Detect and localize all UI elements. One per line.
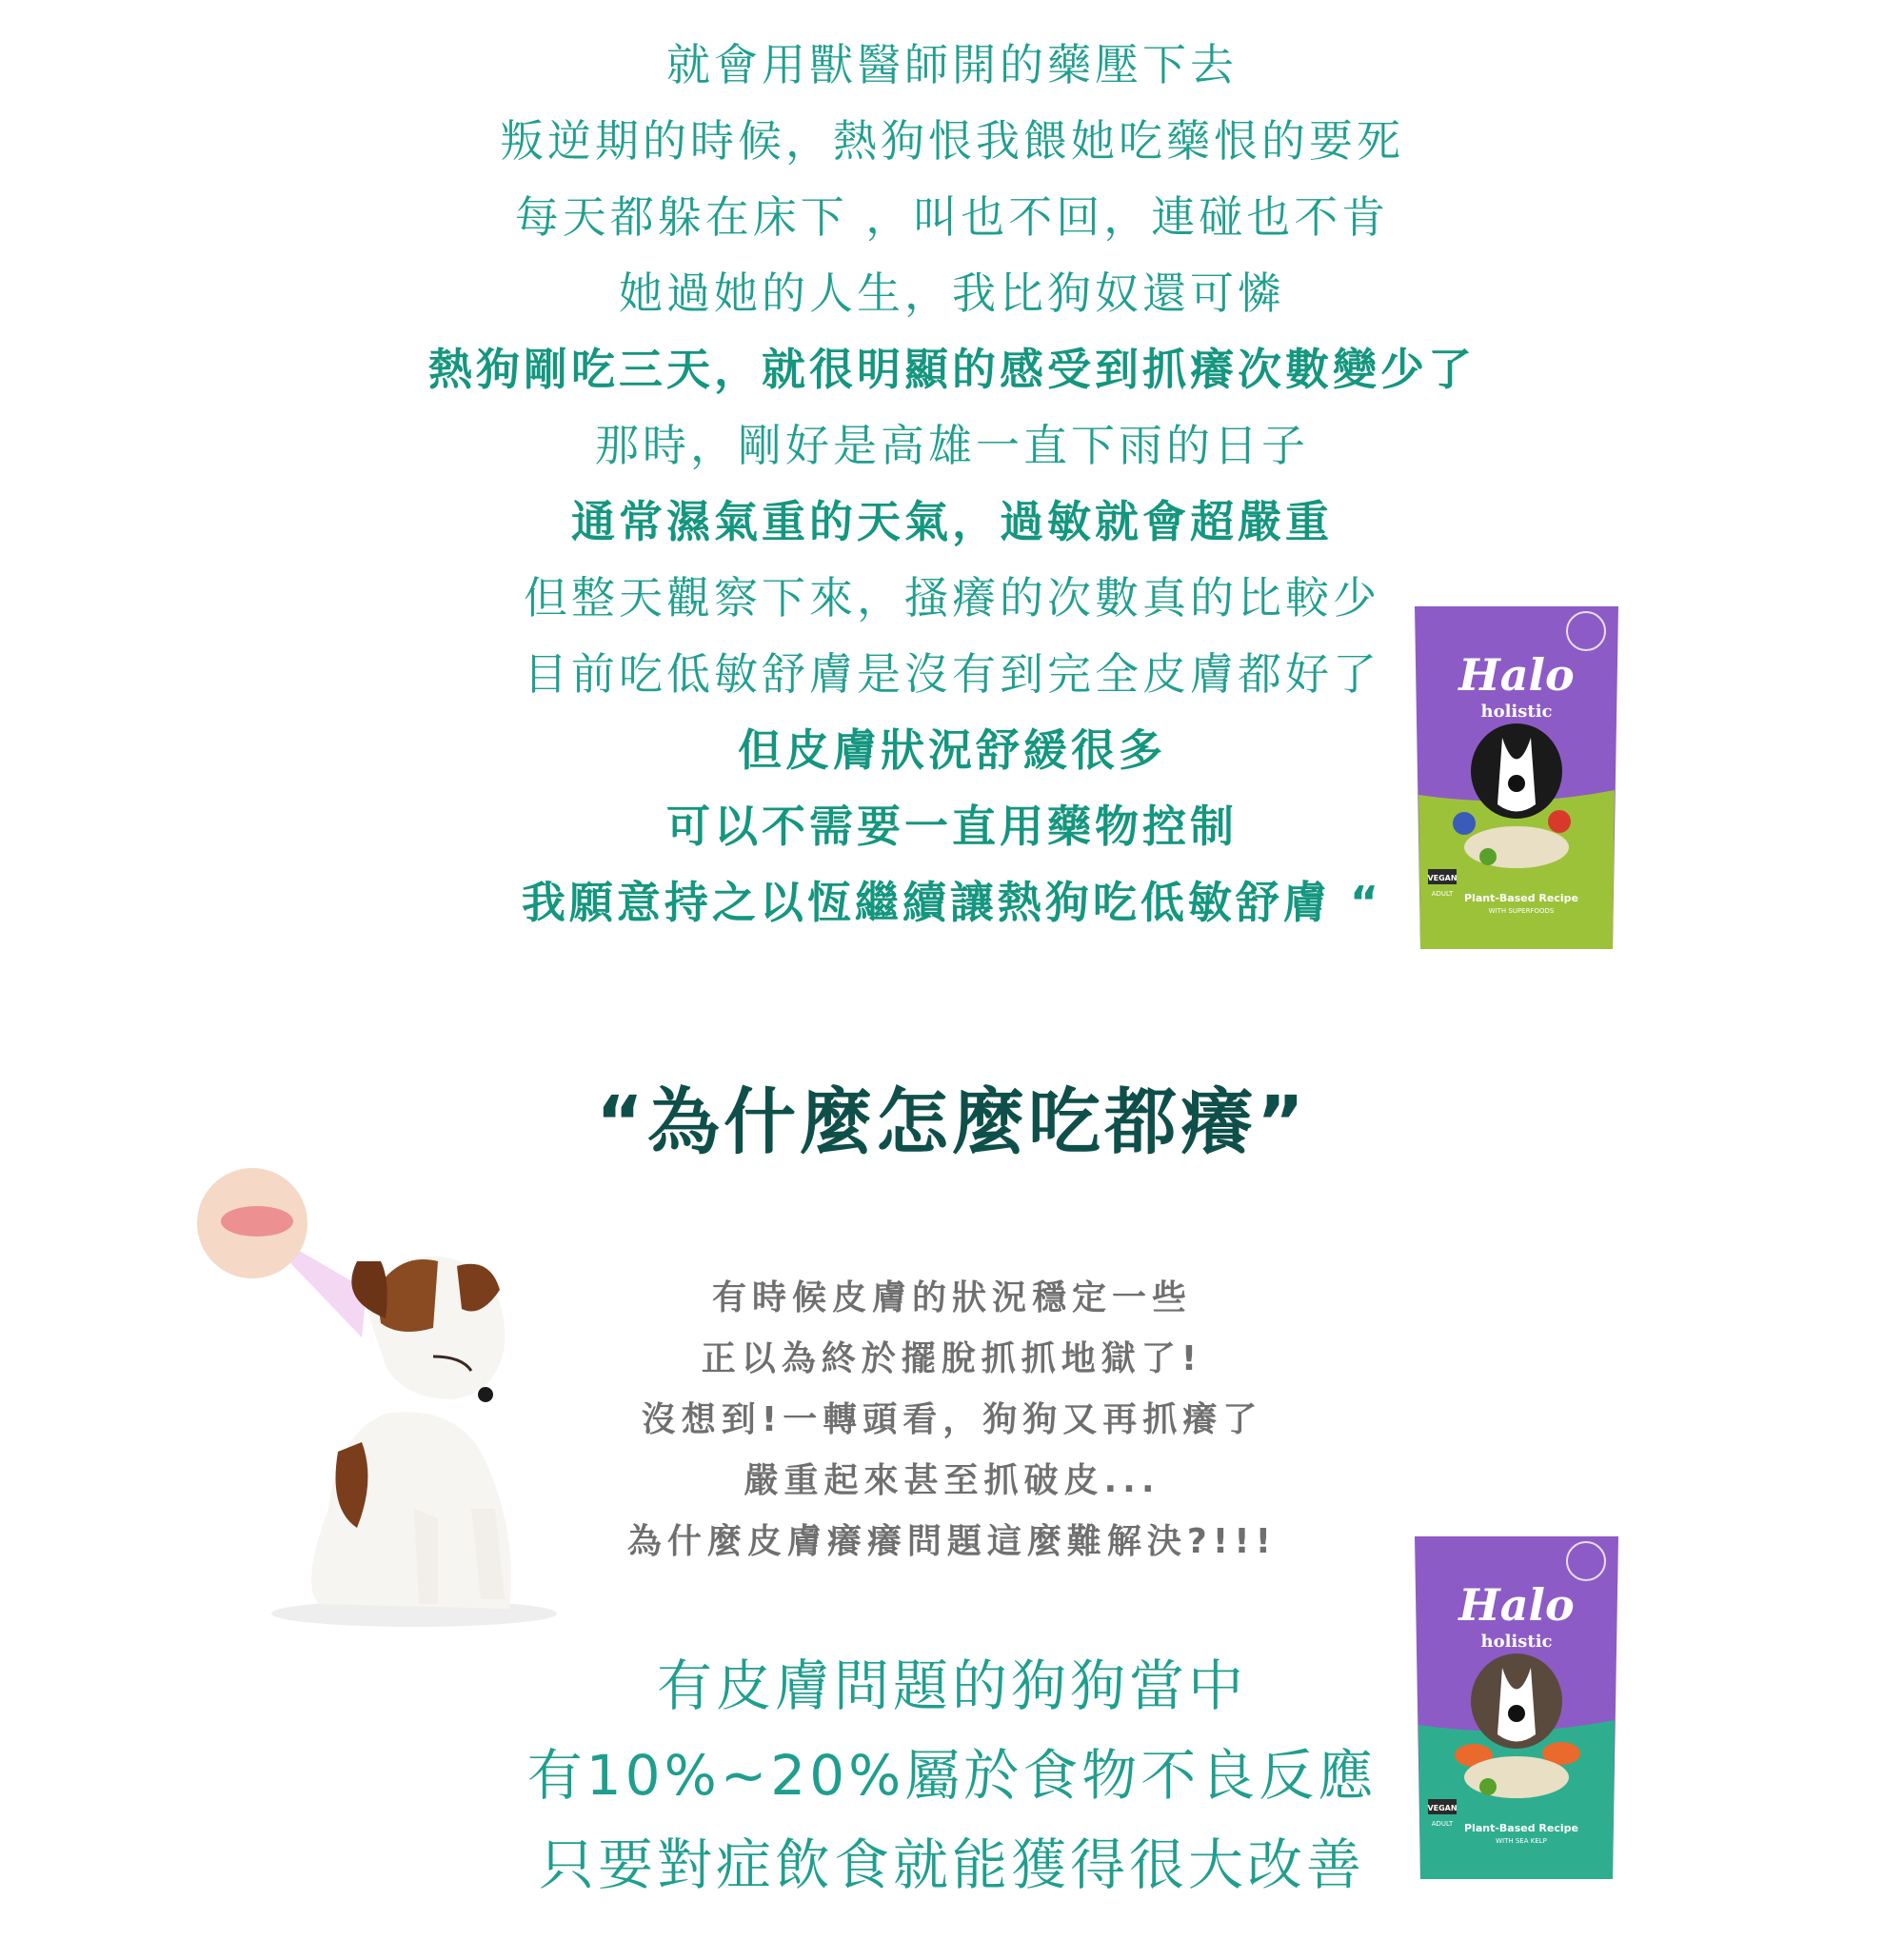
recipe-label: Plant-Based Recipe	[1464, 892, 1578, 904]
story-line-highlight: 但皮膚狀況舒緩很多	[738, 724, 1166, 776]
story-line: 她過她的人生，我比狗奴還可憐	[619, 267, 1285, 319]
symptom-description	[571, 1268, 1333, 1573]
brand-text: Halo	[1458, 1579, 1575, 1631]
product-package-superfoods	[1407, 604, 1626, 953]
story-line: 每天都躲在床下 ，叫也不回，連碰也不肯	[514, 191, 1390, 243]
stage-label: ADULT	[1431, 1820, 1454, 1828]
symptom-line: 嚴重起來甚至抓破皮...	[744, 1461, 1160, 1500]
symptom-line: 正以為終於擺脫抓抓地獄了!	[701, 1339, 1203, 1378]
story-line-highlight: 通常濕氣重的天氣，過敏就會超嚴重	[571, 496, 1333, 547]
stat-line: 有皮膚問題的狗狗當中	[656, 1653, 1247, 1718]
story-line-highlight: 可以不需要一直用藥物控制	[666, 801, 1238, 852]
brand-text: Halo	[1458, 649, 1575, 701]
itchy-dog-illustration	[195, 1166, 576, 1642]
stat-line: 有10%~20%屬於食物不良反應	[526, 1743, 1378, 1808]
recipe-sub-label: WITH SUPERFOODS	[1488, 907, 1555, 915]
vegan-badge: VEGAN	[1427, 874, 1458, 882]
story-line: 叛逆期的時候，熱狗恨我餵她吃藥恨的要死	[500, 115, 1404, 167]
story-line: 但整天觀察下來，搔癢的次數真的比較少	[524, 572, 1380, 624]
recipe-label: Plant-Based Recipe	[1464, 1822, 1578, 1834]
story-line: 那時，剛好是高雄一直下雨的日子	[595, 420, 1309, 471]
story-line-highlight: 熱狗剛吃三天，就很明顯的感受到抓癢次數變少了	[428, 344, 1476, 395]
section-title: “為什麼怎麼吃都癢”	[596, 1079, 1308, 1164]
symptom-line: 沒想到!一轉頭看，狗狗又再抓癢了	[641, 1400, 1263, 1439]
stat-line: 只要對症飲食就能獲得很大改善	[538, 1832, 1365, 1897]
brand-sub-text: holistic	[1480, 702, 1553, 722]
symptom-line: 為什麼皮膚癢癢問題這麼難解決?!!!	[626, 1522, 1278, 1561]
vegan-badge: VEGAN	[1427, 1804, 1458, 1812]
story-line: 目前吃低敏舒膚是沒有到完全皮膚都好了	[524, 648, 1380, 700]
food-allergy-stat	[476, 1641, 1428, 1910]
product-package-sea-kelp	[1407, 1534, 1626, 1883]
symptom-line: 有時候皮膚的狀況穩定一些	[711, 1278, 1192, 1317]
stage-label: ADULT	[1431, 890, 1454, 898]
story-line-highlight: 我願意持之以恆繼續讓熱狗吃低敏舒膚 “	[521, 877, 1383, 928]
recipe-sub-label: WITH SEA KELP	[1496, 1837, 1547, 1845]
skin-rash-icon	[221, 1206, 293, 1237]
story-line: 就會用獸醫師開的藥壓下去	[666, 39, 1238, 90]
brand-sub-text: holistic	[1480, 1632, 1553, 1652]
